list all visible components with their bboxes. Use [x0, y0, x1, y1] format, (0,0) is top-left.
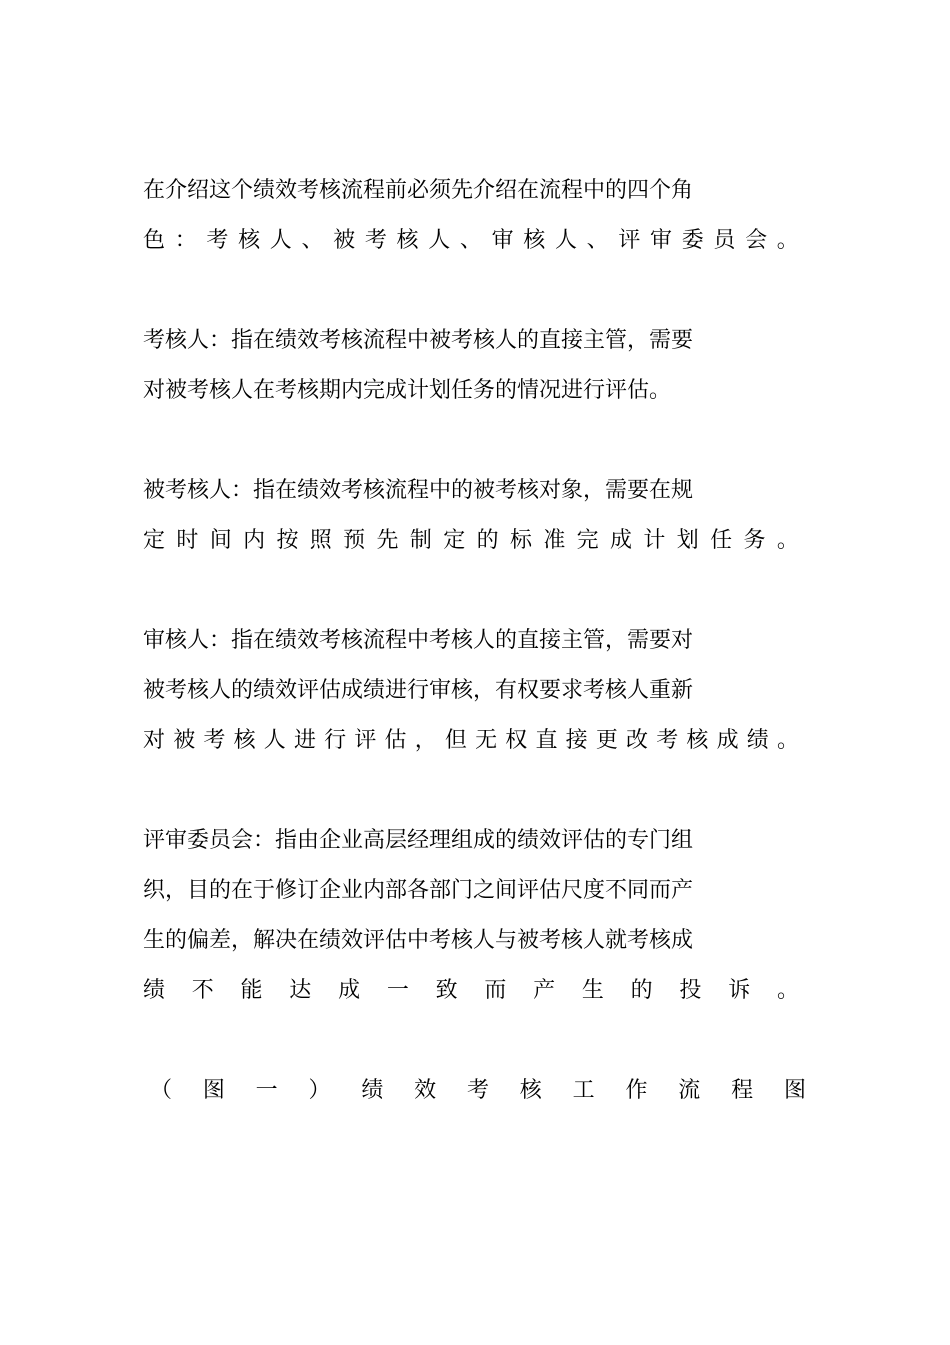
text-char: 标: [509, 528, 532, 553]
text-char: 权: [505, 728, 528, 753]
text-char: 完: [576, 528, 599, 553]
text-char: 制: [409, 528, 432, 553]
text-char: 预: [343, 528, 366, 553]
text-char: 时: [176, 528, 199, 553]
text-char: 被: [173, 728, 196, 753]
text-char: 核: [396, 228, 419, 253]
text-char: ：: [174, 228, 197, 253]
text-char: 间: [209, 528, 232, 553]
text-char: 划: [676, 528, 699, 553]
text-char: 绩: [361, 1078, 384, 1103]
text-char: 准: [543, 528, 566, 553]
text-char: 、: [301, 228, 324, 253]
committee-line-3: 生的偏差，解决在绩效评估中考核人与被考核人就考核成: [143, 928, 694, 953]
text-char: 核: [523, 228, 546, 253]
text-char: 务: [743, 528, 766, 553]
figure-caption: [150, 1076, 806, 1106]
text-char: 核: [233, 728, 256, 753]
text-char: 达: [289, 978, 312, 1003]
text-char: 的: [630, 978, 653, 1003]
text-char: 。: [776, 228, 799, 253]
text-char: 按: [276, 528, 299, 553]
text-char: 考: [466, 1078, 489, 1103]
reviewer-line-1: 审核人：指在绩效考核流程中考核人的直接主管，需要对: [143, 628, 694, 653]
text-char: （: [150, 1078, 173, 1103]
reviewer-line-2: 被考核人的绩效评估成绩进行审核，有权要求考核人重新: [143, 678, 694, 703]
text-char: 、: [586, 228, 609, 253]
text-char: 的: [476, 528, 499, 553]
text-char: 考: [206, 228, 229, 253]
text-char: 生: [581, 978, 604, 1003]
text-char: 。: [776, 728, 799, 753]
text-char: 委: [681, 228, 704, 253]
text-char: 作: [625, 1078, 648, 1103]
text-char: 会: [745, 228, 768, 253]
text-char: 一: [255, 1078, 278, 1103]
text-char: 而: [484, 978, 507, 1003]
text-char: 无: [475, 728, 498, 753]
text-char: 效: [414, 1078, 437, 1103]
text-char: 考: [364, 228, 387, 253]
text-char: 改: [626, 728, 649, 753]
committee-line-4: [143, 976, 799, 1006]
text-char: 考: [203, 728, 226, 753]
text-char: 流: [678, 1078, 701, 1103]
text-char: 人: [554, 228, 577, 253]
text-char: 被: [333, 228, 356, 253]
text-char: 核: [686, 728, 709, 753]
text-char: 接: [565, 728, 588, 753]
text-char: 成: [610, 528, 633, 553]
text-char: ，: [414, 728, 437, 753]
reviewer-line-3: [143, 726, 799, 756]
text-char: 程: [731, 1078, 754, 1103]
text-char: 员: [713, 228, 736, 253]
text-char: 但: [444, 728, 467, 753]
text-char: 、: [459, 228, 482, 253]
text-char: 核: [238, 228, 261, 253]
text-char: 。: [776, 528, 799, 553]
text-char: 人: [263, 728, 286, 753]
text-char: 不: [191, 978, 214, 1003]
text-char: 评: [618, 228, 641, 253]
assessee-line-1: 被考核人：指在绩效考核流程中的被考核对象，需要在规: [143, 478, 694, 503]
text-char: 人: [269, 228, 292, 253]
text-char: 对: [143, 728, 166, 753]
text-char: 估: [384, 728, 407, 753]
text-char: 图: [783, 1078, 806, 1103]
text-char: 先: [376, 528, 399, 553]
text-char: 致: [435, 978, 458, 1003]
text-char: 任: [710, 528, 733, 553]
text-char: 更: [595, 728, 618, 753]
text-char: 照: [309, 528, 332, 553]
text-char: 定: [443, 528, 466, 553]
text-char: 成: [338, 978, 361, 1003]
text-char: 一: [386, 978, 409, 1003]
text-char: 考: [656, 728, 679, 753]
text-char: 色: [143, 228, 166, 253]
text-char: 审: [650, 228, 673, 253]
text-char: 投: [679, 978, 702, 1003]
text-char: 。: [776, 978, 799, 1003]
text-char: 评: [354, 728, 377, 753]
text-char: 成: [716, 728, 739, 753]
assessor-line-1: 考核人：指在绩效考核流程中被考核人的直接主管，需要: [143, 328, 694, 353]
text-char: 绩: [746, 728, 769, 753]
assessee-line-2: [143, 526, 799, 556]
text-char: 内: [243, 528, 266, 553]
text-char: 诉: [728, 978, 751, 1003]
committee-line-1: 评审委员会：指由企业高层经理组成的绩效评估的专门组: [143, 828, 694, 853]
text-char: 绩: [143, 978, 166, 1003]
text-char: ）: [308, 1078, 331, 1103]
committee-line-2: 织，目的在于修订企业内部各部门之间评估尺度不同而产: [143, 878, 694, 903]
assessor-line-2: 对被考核人在考核期内完成计划任务的情况进行评估。: [143, 378, 672, 403]
text-char: 核: [519, 1078, 542, 1103]
text-char: 能: [240, 978, 263, 1003]
intro-line-2: [143, 226, 799, 256]
text-char: 计: [643, 528, 666, 553]
text-char: 行: [324, 728, 347, 753]
text-char: 定: [143, 528, 166, 553]
text-char: 进: [293, 728, 316, 753]
text-char: 产: [533, 978, 556, 1003]
text-char: 图: [202, 1078, 225, 1103]
intro-line-1: 在介绍这个绩效考核流程前必须先介绍在流程中的四个角: [143, 178, 694, 203]
text-char: 直: [535, 728, 558, 753]
text-char: 审: [491, 228, 514, 253]
text-char: 工: [572, 1078, 595, 1103]
text-char: 人: [428, 228, 451, 253]
